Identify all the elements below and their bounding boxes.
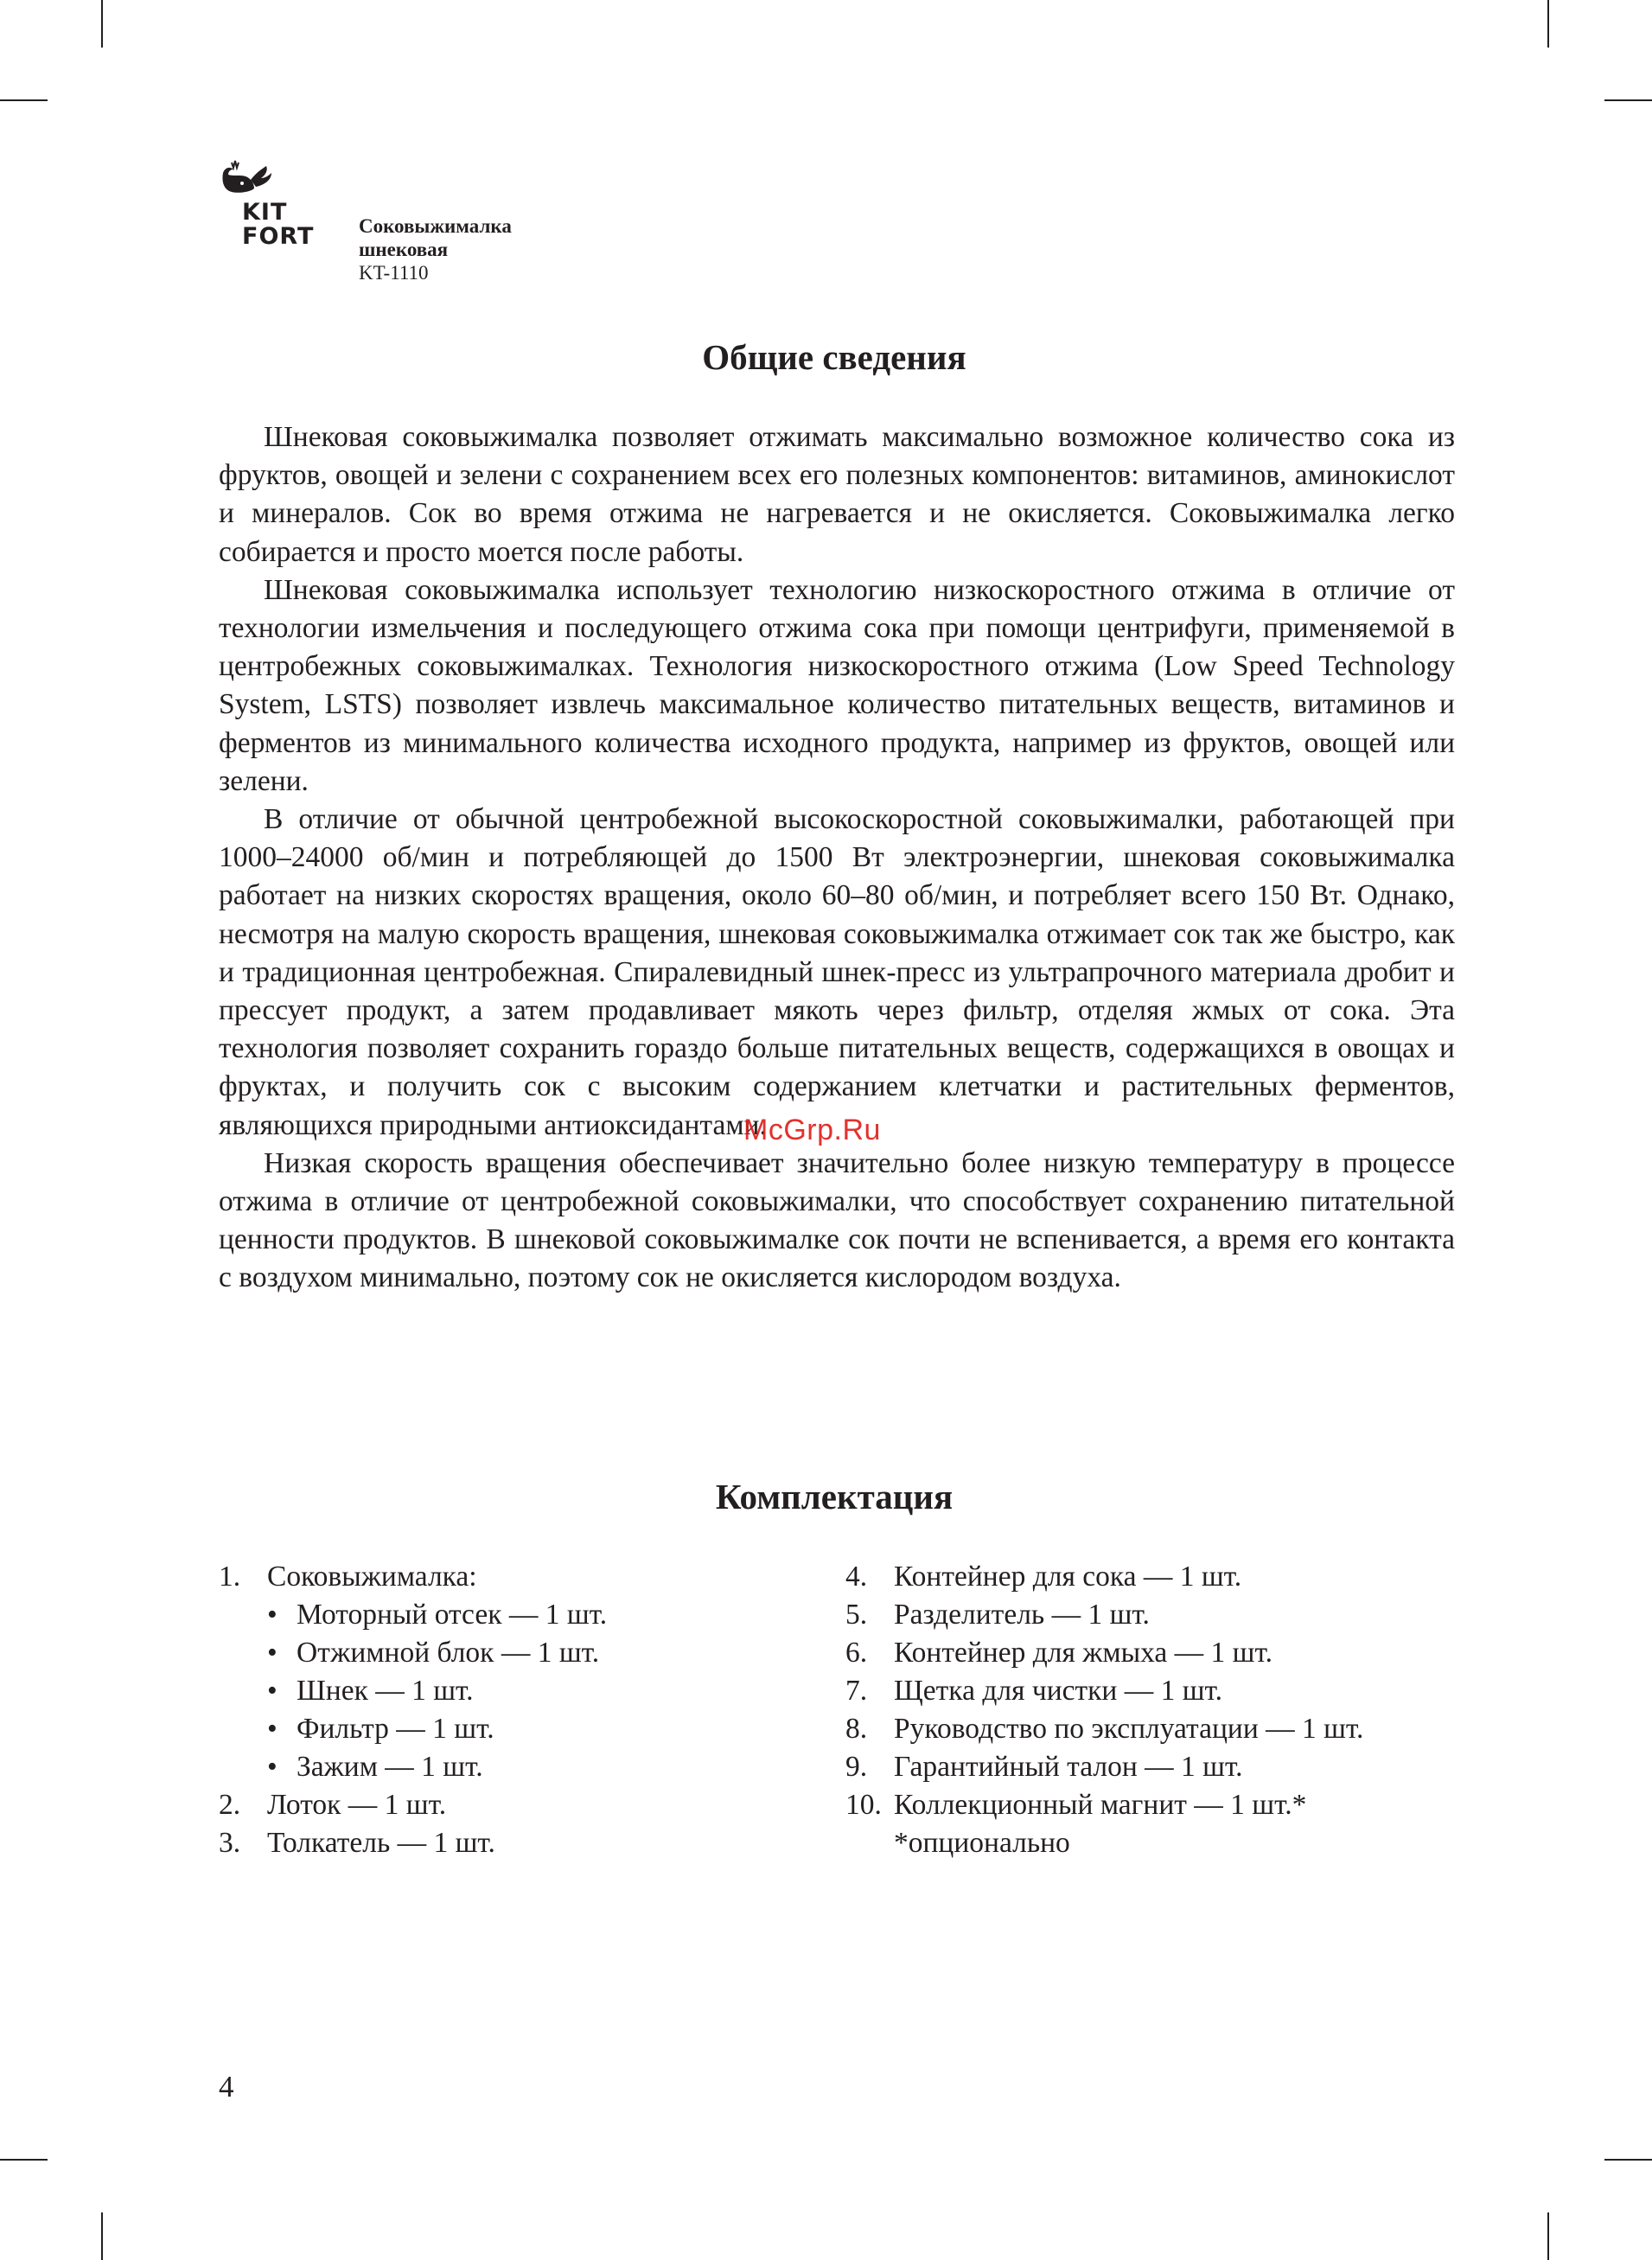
list-item-label: Соковыжималка:: [267, 1561, 477, 1593]
sub-item-label: Фильтр — 1 шт.: [297, 1713, 494, 1745]
product-name-line1: Соковыжималка: [359, 215, 512, 237]
kitfort-logo: [213, 157, 315, 250]
brand-line-2: FORT: [242, 223, 315, 250]
list-item: [219, 1824, 607, 1862]
bullet: •: [267, 1713, 277, 1745]
package-list-left: [219, 1558, 607, 1862]
list-item-number: 2.: [219, 1789, 241, 1821]
list-item-label: Коллекционный магнит — 1 шт.*: [894, 1789, 1307, 1821]
crop-mark-bottom-left: [101, 2212, 103, 2260]
list-item-label: Руководство по эксплуатации — 1 шт.: [894, 1713, 1364, 1745]
package-list-right: [845, 1558, 1363, 1862]
list-item: [845, 1672, 1363, 1710]
section-title-package: Комплектация: [715, 1477, 954, 1516]
general-text: [219, 418, 1455, 1298]
optional-note: *опционально: [894, 1827, 1070, 1859]
crop-mark-right-top: [1604, 99, 1652, 101]
list-item-label: Разделитель — 1 шт.: [894, 1599, 1150, 1631]
list-item-number: 3.: [219, 1827, 241, 1859]
page-number: 4: [219, 2070, 234, 2104]
sub-list-item: [219, 1634, 607, 1672]
crop-mark-right-bottom: [1604, 2159, 1652, 2161]
list-item: [219, 1786, 607, 1824]
sub-list-item: [219, 1672, 607, 1710]
sub-item-label: Шнек — 1 шт.: [297, 1675, 474, 1707]
list-item-number: 1.: [219, 1561, 241, 1593]
watermark: McGrp.Ru: [743, 1114, 881, 1146]
list-item-number: 6.: [845, 1637, 868, 1669]
sub-item-label: Зажим — 1 шт.: [297, 1751, 483, 1783]
sub-list-item: [219, 1596, 607, 1634]
general-paragraph-3: В отличие от обычной центробежной высокоскоростной соковыжималки, работающей при 1000–24000 об/мин и потребляющей до 1500 Вт электроэнергии, шнековая соковыжималка работает на низких скоростях вращения, около 60–80 об/мин, и потребляет всего 150 Вт. Однако, несмотря на малую скорость вращения, шнековая соковыжималка отжимает сок так же быстро, как и традиционная центробежная. Спиралевидный шнек-пресс из ультрапрочного материала дробит и прессует продукт, а затем продавливает мякоть через фильтр, отделяя жмых от сока. Эта технология позволяет сохранить гораздо больше питательных веществ, содержащихся в овощах и фруктах, и получить сок с высоким содержанием клетчатки и растительных ферментов, являющихся природными антиоксидантами.: [219, 803, 1455, 1141]
list-item: [219, 1558, 607, 1596]
product-header: [359, 214, 512, 284]
list-item: [845, 1596, 1363, 1634]
list-item: [845, 1558, 1363, 1596]
whale-icon: [216, 157, 285, 201]
bullet: •: [267, 1599, 277, 1631]
list-item: [845, 1748, 1363, 1786]
section-title-general: Общие сведения: [702, 337, 966, 377]
product-name-line2: шнековая: [359, 239, 449, 260]
list-item-label: Толкатель — 1 шт.: [267, 1827, 495, 1859]
crop-mark-left-bottom: [0, 2159, 48, 2161]
product-model: KT-1110: [359, 262, 429, 284]
general-paragraph-4: Низкая скорость вращения обеспечивает значительно более низкую температуру в процессе отжима в отличие от центробежной соковыжималки, что способствует сохранению питательной ценности продуктов. В шнековой соковыжималке сок почти не вспенивается, а время его контакта с воздухом минимально, поэтому сок не окисляется кислородом воздуха.: [219, 1146, 1455, 1294]
list-item-number: 9.: [845, 1751, 868, 1783]
sub-list-item: [219, 1710, 607, 1748]
list-item: [845, 1634, 1363, 1672]
general-paragraph-2: Шнековая соковыжималка использует технологию низкоскоростного отжима в отличие от технологии измельчения и последующего отжима сока при помощи центрифуги, применяемой в центробежных соковыжималках. Технология низкоскоростного отжима (Low Speed Technology System, LSTS) позволяет извлечь максимальное количество питательных веществ, витаминов и ферментов из минимального количества исходного продукта, например из фруктов, овощей или зелени.: [219, 573, 1455, 797]
general-paragraph-1: Шнековая соковыжималка позволяет отжимать максимально возможное количество сока из фруктов, овощей и зелени с сохранением всех его полезных компонентов: витаминов, аминокислот и минералов. Сок во время отжима не нагревается и не окисляется. Соковыжималка легко собирается и просто моется после работы.: [219, 421, 1455, 568]
brand-line-1: KIT: [242, 199, 288, 226]
list-item-label: Щетка для чистки — 1 шт.: [894, 1675, 1223, 1707]
list-item: [845, 1786, 1363, 1824]
list-item-label: Гарантийный талон — 1 шт.: [894, 1751, 1243, 1783]
list-item-number: 4.: [845, 1561, 868, 1593]
sub-item-label: Отжимной блок — 1 шт.: [297, 1637, 600, 1669]
list-item-label: Контейнер для жмыха — 1 шт.: [894, 1637, 1272, 1669]
list-item-number: 8.: [845, 1713, 868, 1745]
sub-list-item: [219, 1748, 607, 1786]
list-item-label: Контейнер для сока — 1 шт.: [894, 1561, 1242, 1593]
crop-mark-top-left: [101, 0, 103, 48]
crop-mark-left-top: [0, 99, 48, 101]
list-item-number: 7.: [845, 1675, 868, 1707]
list-item-number: 10.: [845, 1789, 882, 1821]
crop-mark-bottom-right: [1547, 2212, 1549, 2260]
sub-item-label: Моторный отсек — 1 шт.: [297, 1599, 608, 1631]
bullet: •: [267, 1751, 277, 1783]
list-item: [845, 1710, 1363, 1748]
list-item-number: 5.: [845, 1599, 868, 1631]
crop-mark-top-right: [1547, 0, 1549, 48]
bullet: •: [267, 1675, 277, 1707]
list-item-label: Лоток — 1 шт.: [267, 1789, 447, 1821]
bullet: •: [267, 1637, 277, 1669]
